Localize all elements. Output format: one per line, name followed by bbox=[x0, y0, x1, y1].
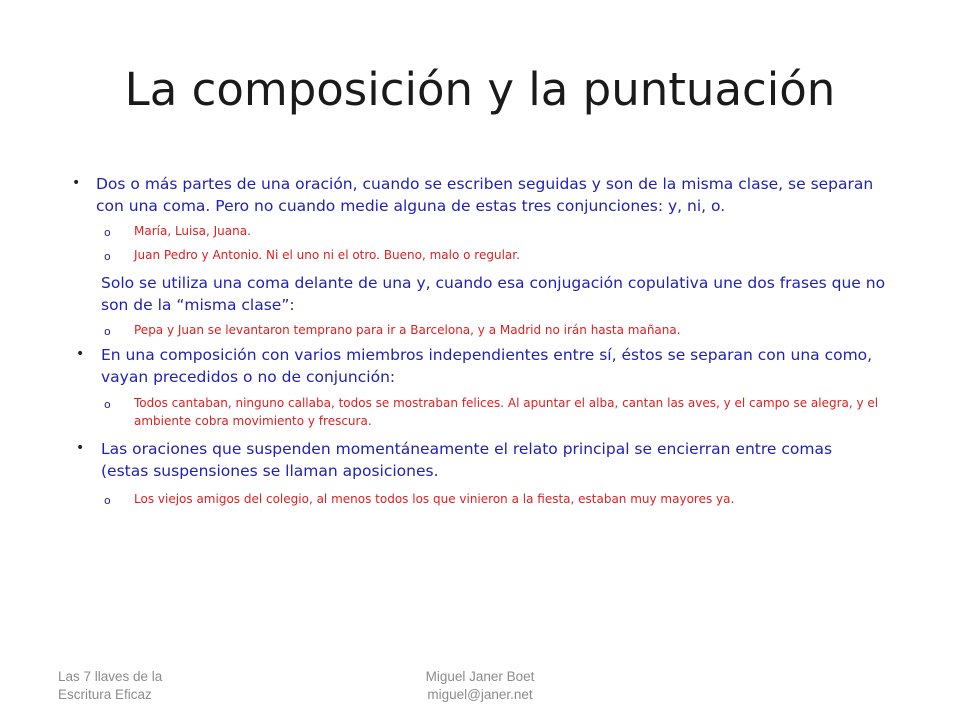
sub-bullet-marker: o bbox=[104, 494, 111, 507]
footer-left bbox=[58, 668, 258, 704]
continuation-text: Solo se utiliza una coma delante de una y, cuando esa conjugación copulativa une dos frases que no son de la “misma clase”: bbox=[101, 274, 886, 314]
sub-bullet-marker: o bbox=[104, 398, 111, 411]
footer-center bbox=[380, 668, 580, 704]
bullet-text-2: En una composición con varios miembros independientes entre sí, éstos se separan con una como, vayan precedidos o no de conjunción: bbox=[101, 346, 873, 386]
example-1-3: Pepa y Juan se levantaron temprano para ir a Barcelona, y a Madrid no irán hasta mañana. bbox=[134, 323, 681, 337]
footer-center-email: miguel@janer.net bbox=[427, 687, 533, 702]
footer-center-name: Miguel Janer Boet bbox=[425, 669, 535, 684]
bullet-marker: • bbox=[72, 175, 81, 191]
example-1-2: Juan Pedro y Antonio. Ni el uno ni el otro. Bueno, malo o regular. bbox=[134, 248, 520, 262]
bullet-text-1: Dos o más partes de una oración, cuando se escriben seguidas y son de la misma clase, se separan con una coma. Pero no cuando medie alguna de estas tres conjunciones: y, ni, o. bbox=[96, 175, 874, 215]
sub-bullet-marker: o bbox=[104, 325, 111, 338]
example-1-1: María, Luisa, Juana. bbox=[134, 224, 251, 238]
footer-left-line-2: Escritura Eficaz bbox=[58, 687, 152, 702]
slide-title: La composición y la puntuación bbox=[124, 63, 836, 116]
footer-left-line-1: Las 7 llaves de la bbox=[58, 669, 163, 684]
example-3-1: Los viejos amigos del colegio, al menos todos los que vinieron a la fiesta, estaban muy mayores ya. bbox=[134, 492, 735, 506]
bullet-marker: • bbox=[76, 346, 85, 362]
sub-bullet-marker: o bbox=[104, 250, 111, 263]
example-2-1: Todos cantaban, ninguno callaba, todos se mostraban felices. Al apuntar el alba, cantan las aves, y el campo se alegra, y el ambiente cobra movimiento y frescura. bbox=[134, 396, 879, 428]
sub-bullet-marker: o bbox=[104, 226, 111, 239]
bullet-text-3: Las oraciones que suspenden momentáneamente el relato principal se encierran entre comas (estas suspensiones se llaman aposiciones. bbox=[101, 440, 833, 480]
bullet-marker: • bbox=[76, 440, 85, 456]
